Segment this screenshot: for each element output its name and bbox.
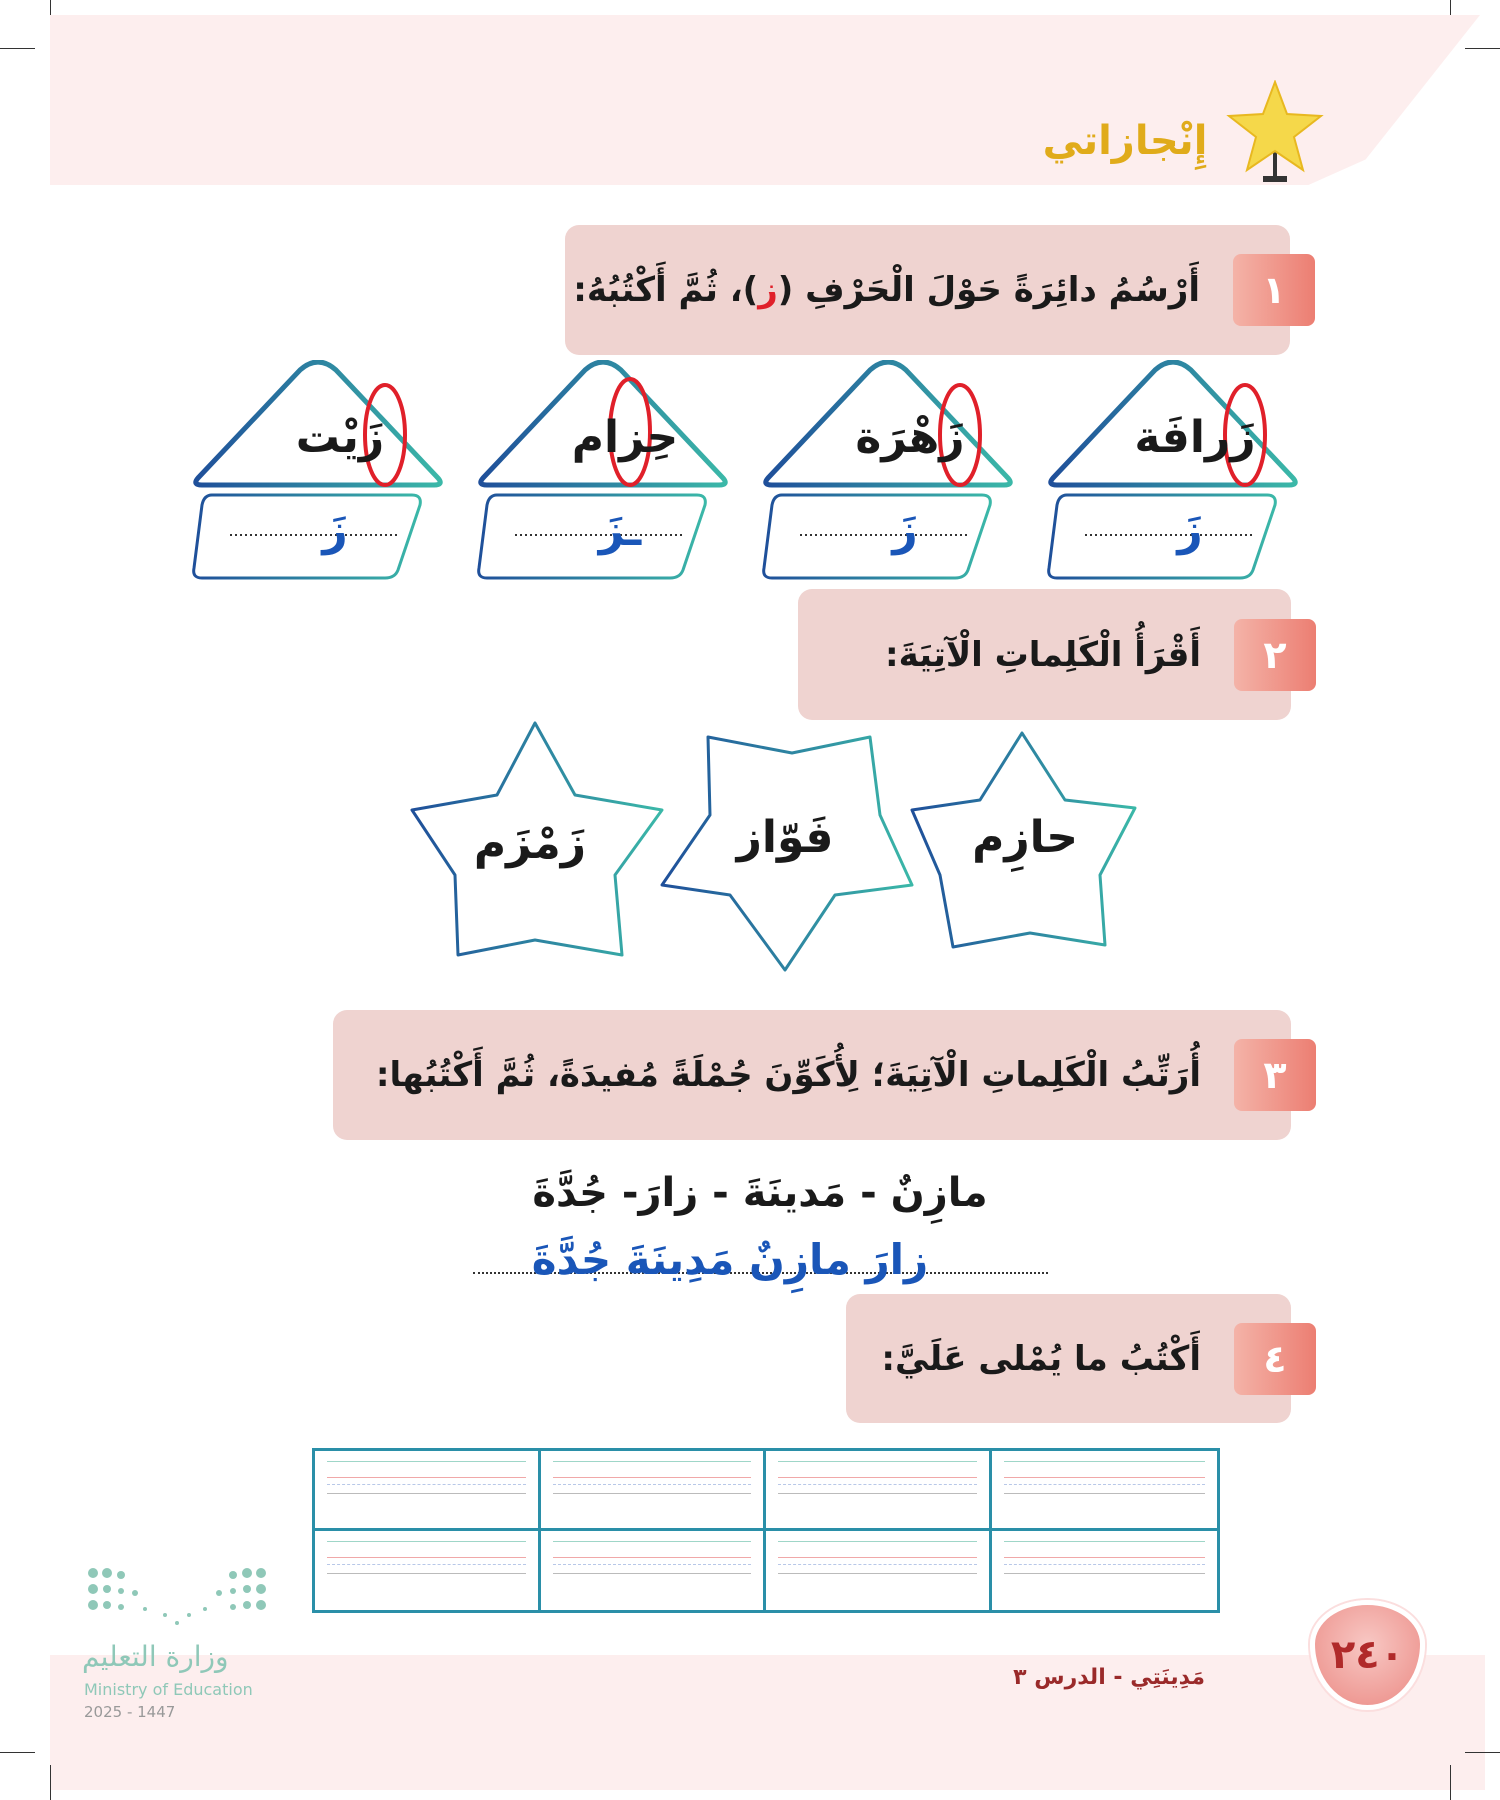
star-word: فَوّاز [736, 812, 834, 863]
writing-cell[interactable] [541, 1451, 767, 1531]
guide-line [327, 1477, 526, 1478]
question-1-prompt [573, 270, 1200, 310]
question-4-box [846, 1294, 1291, 1423]
guide-line [778, 1557, 977, 1558]
page-number: ٢٤٠ [1310, 1600, 1425, 1710]
guide-line [778, 1477, 977, 1478]
guide-line [327, 1541, 526, 1542]
answer-field[interactable]: زَ [322, 505, 348, 556]
question-3-prompt: أُرَتِّبُ الْكَلِماتِ الْآتِيَةَ؛ لِأُكَوِّنَ جُمْلَةً مُفيدَةً، ثُمَّ أَكْتُبُها: [375, 1055, 1201, 1095]
guide-line [1004, 1573, 1206, 1574]
dictation-grid[interactable] [312, 1448, 1220, 1613]
guide-line [778, 1541, 977, 1542]
writing-cell[interactable] [766, 1531, 992, 1611]
question-number-badge: ٢ [1234, 619, 1316, 691]
question-4-prompt: أَكْتُبُ ما يُمْلى عَلَيَّ: [881, 1338, 1201, 1379]
answer-field[interactable]: زَ [1177, 505, 1203, 556]
guide-line [553, 1477, 752, 1478]
question-2-prompt: أَقْرَأُ الْكَلِماتِ الْآتِيَةَ: [884, 634, 1201, 675]
guide-line [553, 1493, 752, 1494]
star-word: حازِم [972, 812, 1078, 863]
question-1-box [565, 225, 1290, 355]
lesson-label: مَدِينَتِي - الدرس ٣ [1013, 1665, 1205, 1690]
guide-line [553, 1557, 752, 1558]
prompt-text: أَرْسُمُ دائِرَةً حَوْلَ الْحَرْفِ ( [777, 270, 1200, 310]
question-2-box [798, 589, 1291, 720]
word-card: حِزام [571, 412, 679, 463]
writing-cell[interactable] [315, 1451, 541, 1531]
question-number-badge: ٤ [1234, 1323, 1316, 1395]
ministry-name-ar: وزارة التعليم [82, 1640, 229, 1673]
answer-field[interactable]: زَ [892, 505, 918, 556]
guide-line [553, 1564, 752, 1565]
prompt-text: )، ثُمَّ أَكْتُبُهُ: [573, 270, 759, 310]
guide-line [553, 1541, 752, 1542]
guide-line [327, 1493, 526, 1494]
guide-line [1004, 1477, 1206, 1478]
guide-line [553, 1573, 752, 1574]
guide-line [553, 1461, 752, 1462]
guide-line [327, 1484, 526, 1485]
guide-line [778, 1484, 977, 1485]
year: 2025 - 1447 [84, 1703, 176, 1721]
guide-line [1004, 1484, 1206, 1485]
footer-band [50, 1655, 1485, 1790]
guide-line [327, 1573, 526, 1574]
guide-line [778, 1493, 977, 1494]
writing-cell[interactable] [766, 1451, 992, 1531]
word-card: زَيْت [295, 412, 385, 463]
sentence-answer[interactable]: زارَ مازِنٌ مَدِينَةَ جُدَّةَ [531, 1235, 929, 1284]
writing-cell[interactable] [541, 1531, 767, 1611]
scrambled-words: مازِنٌ - مَدينَةَ - زارَ- جُدَّةَ [532, 1170, 988, 1216]
question-3-box [333, 1010, 1291, 1140]
word-card: زَرافَة [1134, 412, 1256, 463]
highlight-letter: ز [758, 270, 778, 310]
question-number-badge: ٣ [1234, 1039, 1316, 1111]
guide-line [778, 1573, 977, 1574]
writing-cell[interactable] [992, 1451, 1218, 1531]
guide-line [778, 1564, 977, 1565]
word-card: زَهْرَة [855, 412, 965, 463]
star-word: زَمْزَم [473, 818, 587, 869]
ministry-logo-icon [85, 1565, 270, 1630]
guide-line [327, 1461, 526, 1462]
question-number-badge: ١ [1233, 254, 1315, 326]
star-trophy-icon [1225, 80, 1325, 185]
guide-line [1004, 1493, 1206, 1494]
guide-line [1004, 1461, 1206, 1462]
ministry-name-en: Ministry of Education [84, 1680, 253, 1699]
guide-line [778, 1461, 977, 1462]
guide-line [327, 1564, 526, 1565]
guide-line [1004, 1541, 1206, 1542]
guide-line [327, 1557, 526, 1558]
guide-line [1004, 1557, 1206, 1558]
answer-field[interactable]: ـزَ [598, 505, 642, 556]
page-title: إِنْجازاتي [1042, 118, 1208, 164]
guide-line [553, 1484, 752, 1485]
writing-cell[interactable] [992, 1531, 1218, 1611]
guide-line [1004, 1564, 1206, 1565]
writing-cell[interactable] [315, 1531, 541, 1611]
